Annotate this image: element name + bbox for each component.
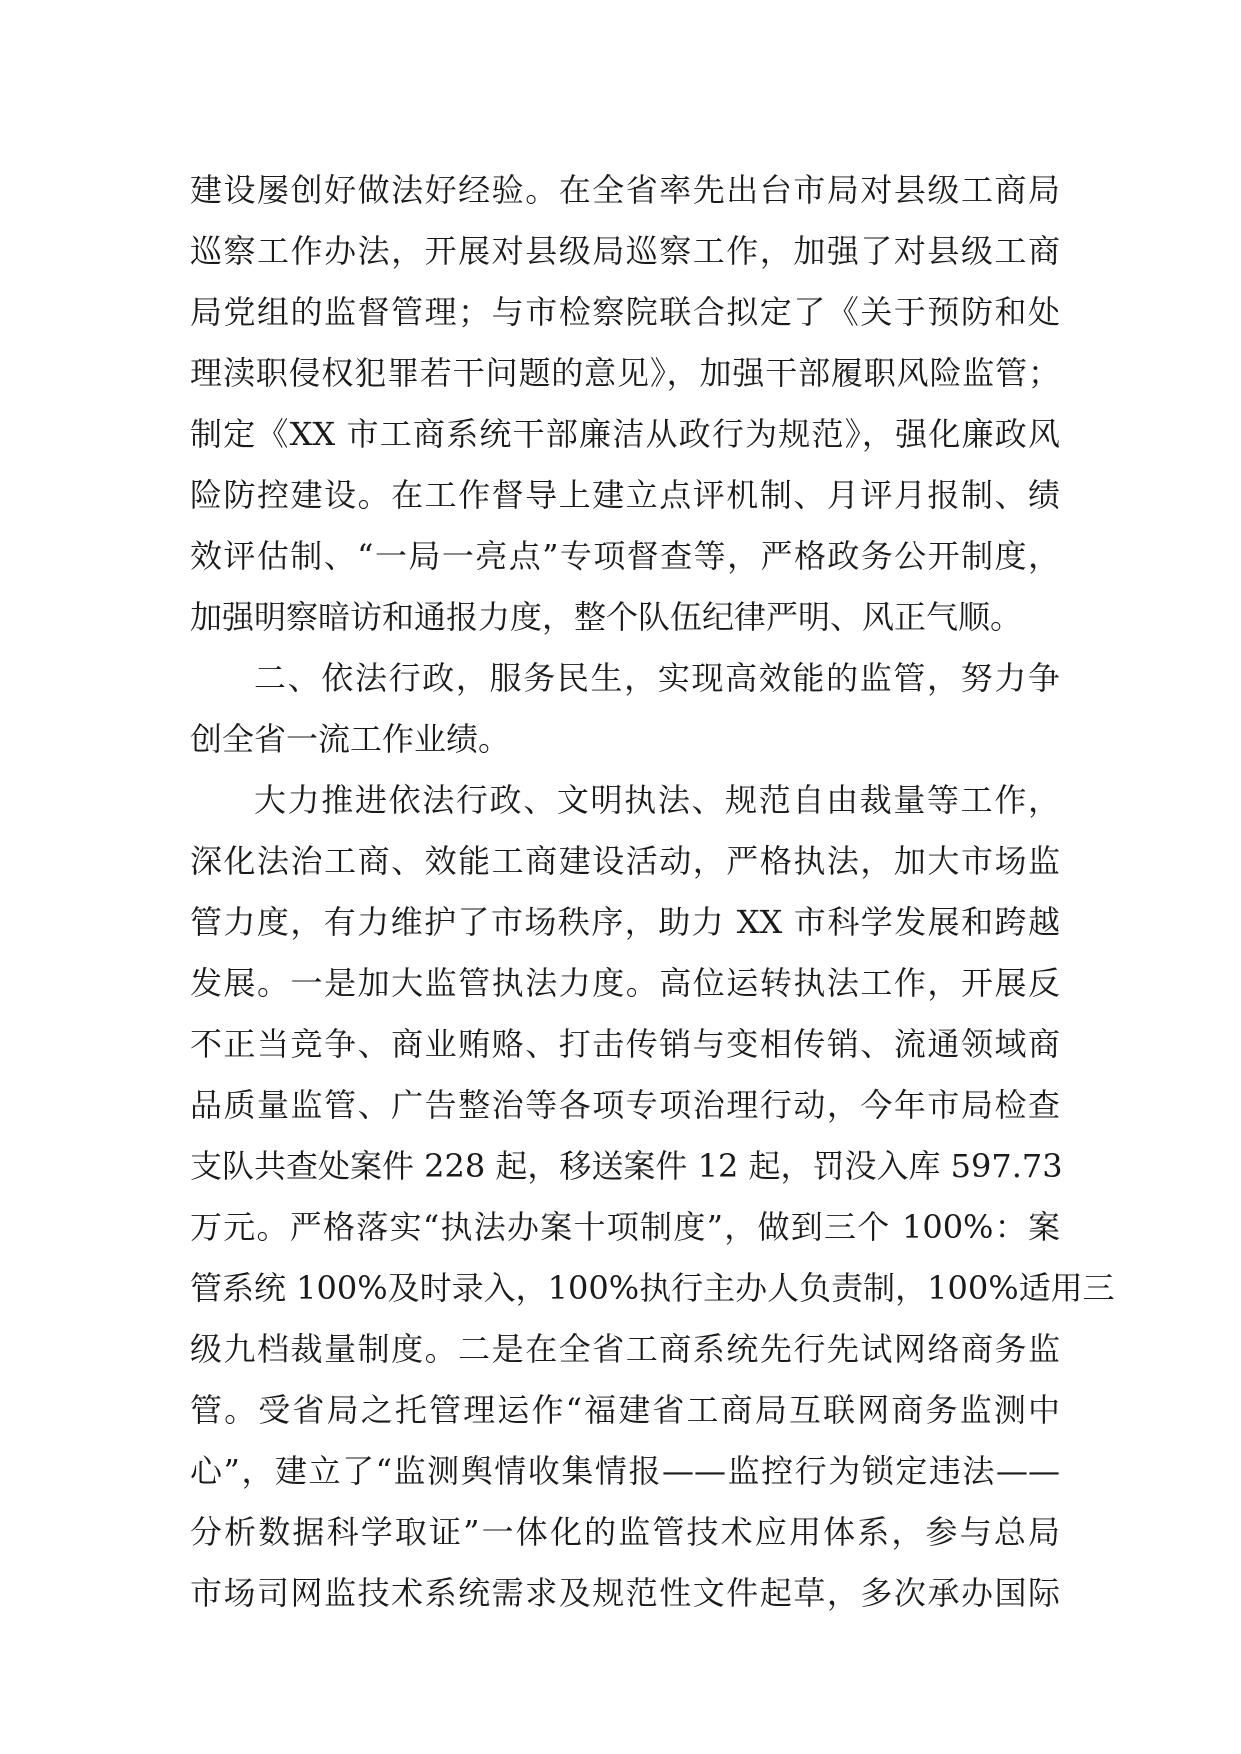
text-line: 巡察工作办法，开展对县级局巡察工作，加强了对县级工商 xyxy=(190,232,1060,270)
section-heading-line: 创全省一流工作业绩。 xyxy=(190,720,511,758)
text-line: 不正当竞争、商业贿赂、打击传销与变相传销、流通领域商 xyxy=(190,1025,1060,1063)
text-line: 发展。一是加大监管执法力度。高位运转执法工作，开展反 xyxy=(190,964,1060,1002)
text-line: 支队共查处案件 228 起，移送案件 12 起，罚没入库 597.73 xyxy=(190,1147,1063,1185)
body-text xyxy=(190,160,1115,1624)
text-line: 大力推进依法行政、文明执法、规范自由裁量等工作， xyxy=(254,781,1060,819)
section-heading-line: 二、依法行政，服务民生，实现高效能的监管，努力争 xyxy=(254,659,1060,697)
text-line: 管力度，有力维护了市场秩序，助力 XX 市科学发展和跨越 xyxy=(190,903,1060,941)
text-line: 分析数据科学取证”一体化的监管技术应用体系，参与总局 xyxy=(190,1513,1060,1551)
text-line: 市场司网监技术系统需求及规范性文件起草，多次承办国际 xyxy=(190,1574,1060,1612)
text-line: 心”，建立了“监测舆情收集情报——监控行为锁定违法—— xyxy=(190,1452,1060,1490)
text-line: 万元。严格落实“执法办案十项制度”，做到三个 100%：案 xyxy=(190,1208,1060,1246)
text-line: 建设屡创好做法好经验。在全省率先出台市局对县级工商局 xyxy=(190,171,1060,209)
text-line: 深化法治工商、效能工商建设活动，严格执法，加大市场监 xyxy=(190,842,1060,880)
text-line: 险防控建设。在工作督导上建立点评机制、月评月报制、绩 xyxy=(190,476,1060,514)
text-line: 理渎职侵权犯罪若干问题的意见》，加强干部履职风险监管； xyxy=(190,354,1060,392)
text-line: 加强明察暗访和通报力度，整个队伍纪律严明、风正气顺。 xyxy=(190,598,1023,636)
text-line: 局党组的监督管理；与市检察院联合拟定了《关于预防和处 xyxy=(190,293,1060,331)
text-line: 级九档裁量制度。二是在全省工商系统先行先试网络商务监 xyxy=(190,1330,1060,1368)
text-line: 效评估制、“一局一亮点”专项督查等，严格政务公开制度， xyxy=(190,537,1060,575)
text-line: 管系统 100%及时录入，100%执行主办人负责制，100%适用三 xyxy=(190,1269,1115,1307)
text-line: 管。受省局之托管理运作“福建省工商局互联网商务监测中 xyxy=(190,1391,1060,1429)
text-line: 品质量监管、广告整治等各项专项治理行动，今年市局检查 xyxy=(190,1086,1060,1124)
text-line: 制定《XX 市工商系统干部廉洁从政行为规范》，强化廉政风 xyxy=(190,415,1060,453)
